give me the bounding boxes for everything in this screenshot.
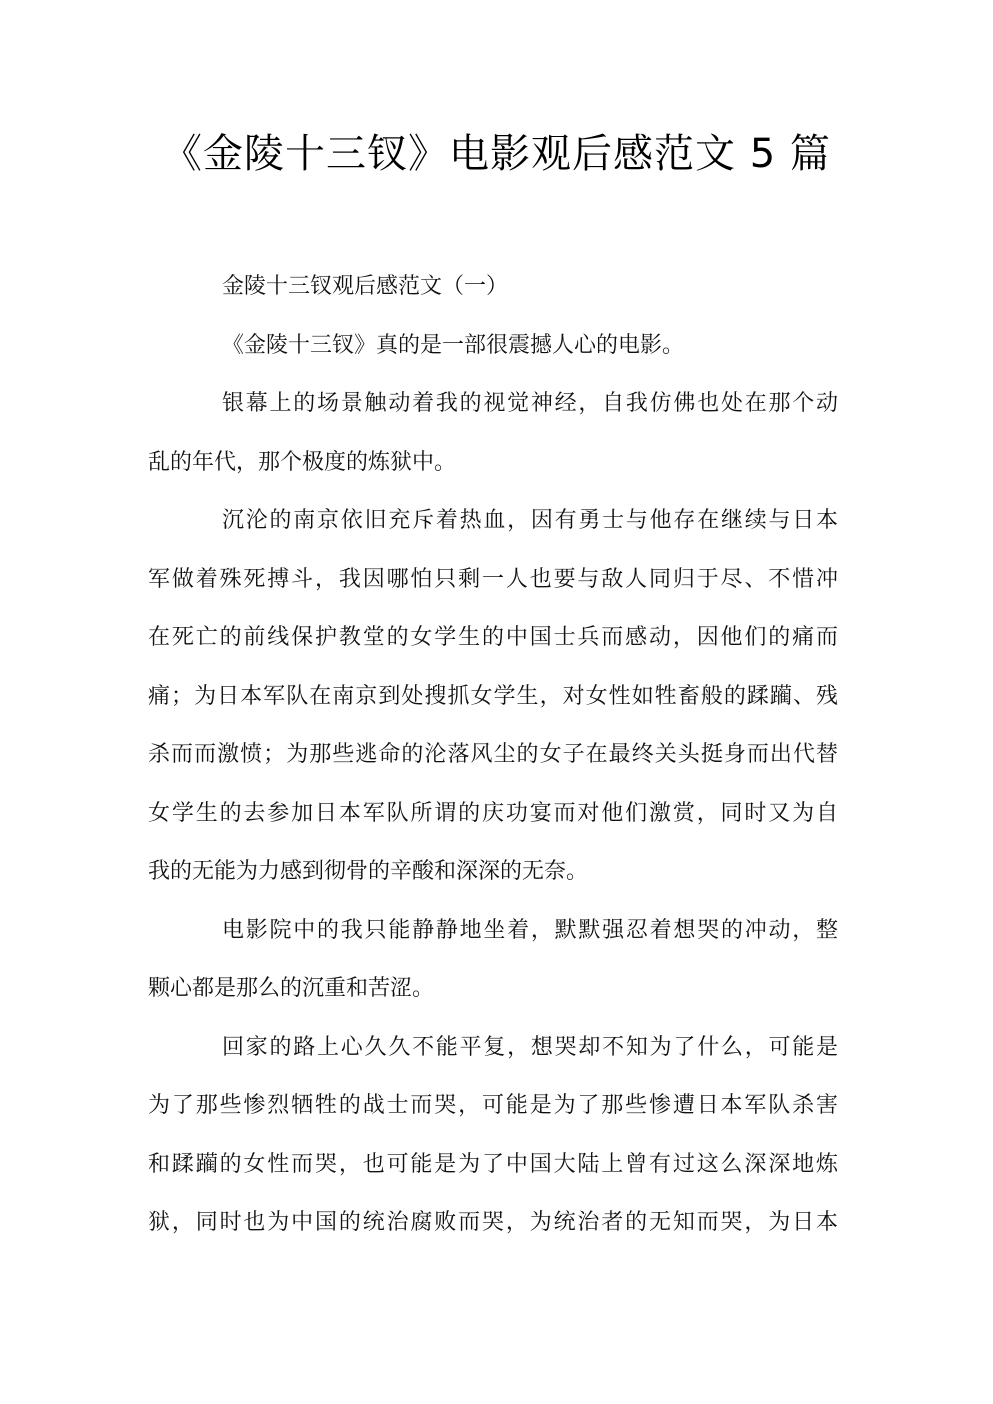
paragraph-5-line-4: 狱，同时也为中国的统治腐败而哭，为统治者的无知而哭，为日本 xyxy=(148,1210,838,1235)
document-body xyxy=(148,258,838,1253)
paragraph-3-line-4: 痛；为日本军队在南京到处搜抓女学生，对女性如牲畜般的蹂躏、残 xyxy=(148,683,838,709)
paragraph-5-line-2: 为了那些惨烈牺牲的战士而哭，可能是为了那些惨遭日本军队杀害 xyxy=(148,1093,838,1118)
document-title: 《金陵十三钗》电影观后感范文 5 篇 xyxy=(162,131,831,177)
paragraph-3-line-7: 我的无能为力感到彻骨的辛酸和深深的无奈。 xyxy=(148,859,589,884)
paragraph-2-line-1: 银幕上的场景触动着我的视觉神经，自我仿佛也处在那个动 xyxy=(222,391,838,416)
paragraph-3-line-6: 女学生的去参加日本军队所谓的庆功宴而对他们激赏，同时又为自 xyxy=(148,800,838,826)
paragraph-3-line-5: 杀而而激愤；为那些逃命的沦落风尘的女子在最终关头挺身而出代替 xyxy=(148,742,838,767)
paragraph-1-line-1: 《金陵十三钗》真的是一部很震撼人心的电影。 xyxy=(222,332,685,358)
paragraph-3-line-1: 沉沦的南京依旧充斥着热血，因有勇士与他存在继续与日本 xyxy=(222,508,838,533)
paragraph-4-line-1: 电影院中的我只能静静地坐着，默默强忍着想哭的冲动，整 xyxy=(222,917,838,943)
paragraph-4-line-2: 颗心都是那么的沉重和苦涩。 xyxy=(148,976,435,1001)
paragraph-3-line-2: 军做着殊死搏斗，我因哪怕只剩一人也要与敌人同归于尽、不惜冲 xyxy=(148,566,838,592)
section-heading: 金陵十三钗观后感范文（一） xyxy=(222,274,509,299)
paragraph-3-line-3: 在死亡的前线保护教堂的女学生的中国士兵而感动，因他们的痛而 xyxy=(148,625,838,650)
paragraph-2-line-2: 乱的年代，那个极度的炼狱中。 xyxy=(148,449,457,475)
paragraph-5-line-3: 和蹂躏的女性而哭，也可能是为了中国大陆上曾有过这么深深地炼 xyxy=(148,1151,838,1177)
paragraph-5-line-1: 回家的路上心久久不能平复，想哭却不知为了什么，可能是 xyxy=(222,1034,838,1060)
